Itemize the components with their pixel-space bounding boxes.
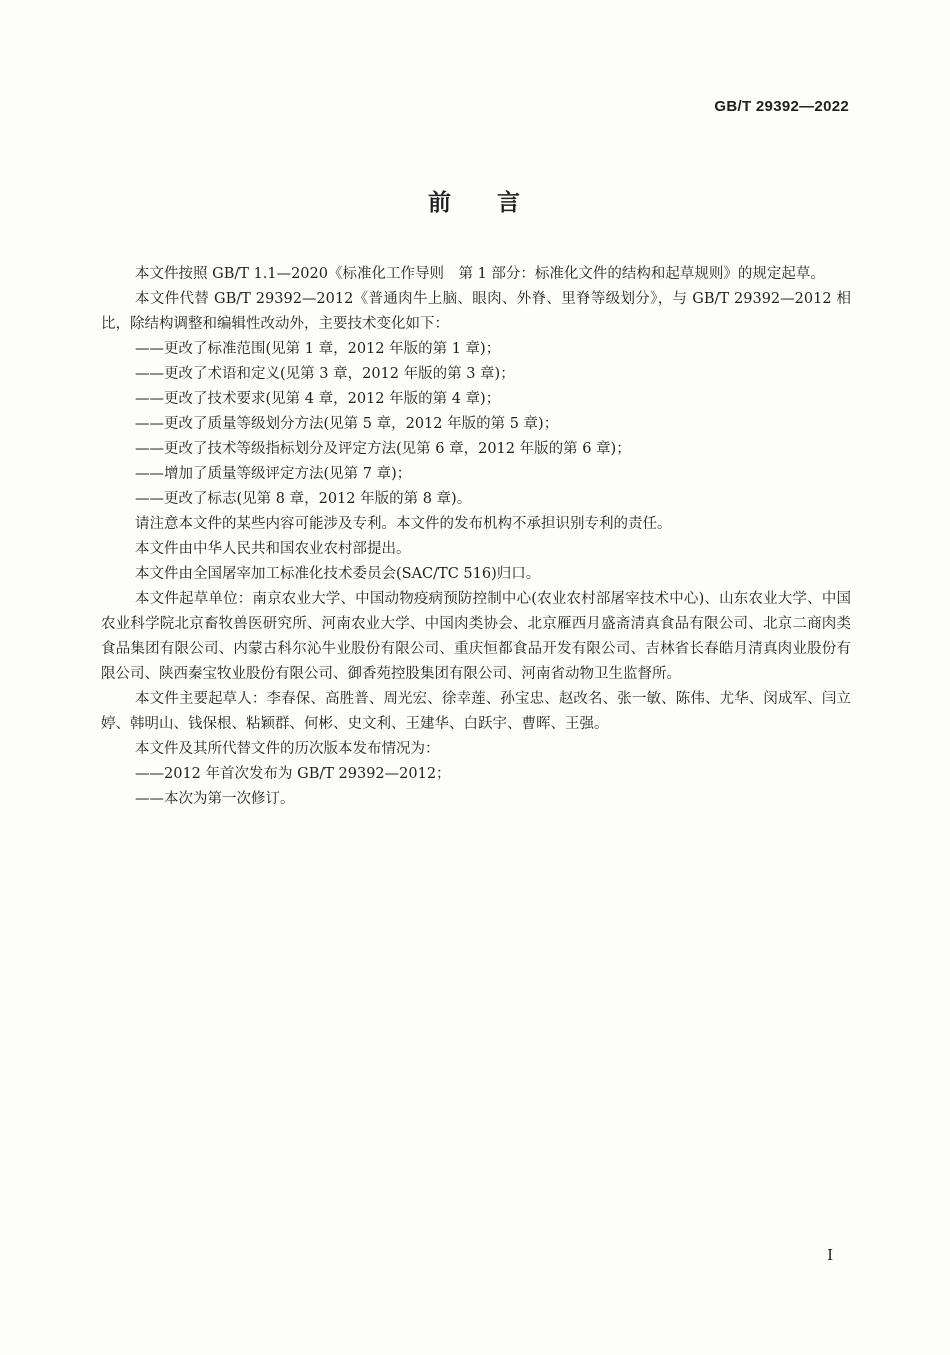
history-item: ——2012 年首次发布为 GB/T 29392—2012；	[135, 766, 451, 782]
change-item: ——更改了技术要求(见第 4 章，2012 年版的第 4 章)；	[135, 391, 501, 407]
title-char-2: 言	[497, 190, 522, 216]
change-item: ——更改了技术等级指标划分及评定方法(见第 6 章，2012 年版的第 6 章)；	[135, 441, 631, 457]
paragraph-version-history: 本文件及其所代替文件的历次版本发布情况为：	[135, 741, 440, 757]
page-number: I	[827, 1246, 833, 1264]
paragraph-replacement: 本文件代替 GB/T 29392—2012《普通肉牛上脑、眼肉、外脊、里脊等级划分》，与 GB/T 29392—2012 相比，除结构调整和编辑性改动外，主要技术变化如下：	[101, 291, 851, 332]
paragraph-basis: 本文件按照 GB/T 1.1—2020《标准化工作导则 第 1 部分：标准化文件的结构和起草规则》的规定起草。	[135, 266, 825, 282]
title-char-1: 前	[428, 190, 453, 216]
foreword-body	[101, 262, 851, 812]
history-item: ——本次为第一次修订。	[135, 791, 295, 807]
page-title	[0, 184, 950, 217]
paragraph-drafting-units: 本文件起草单位：南京农业大学、中国动物疫病预防控制中心(农业农村部屠宰技术中心)、山东农业大学、中国农业科学院北京畜牧兽医研究所、河南农业大学、中国肉类协会、北京雁西月盛斋清真食品有限公司、北京二商肉类食品集团有限公司、内蒙古科尔沁牛业股份有限公司、重庆恒都食品开发有限公司、吉林省长春皓月清真肉业股份有限公司、陕西秦宝牧业股份有限公司、御香苑控股集团有限公司、河南省动物卫生监督所。	[101, 591, 851, 682]
change-item: ——增加了质量等级评定方法(见第 7 章)；	[135, 466, 412, 482]
change-item: ——更改了质量等级划分方法(见第 5 章，2012 年版的第 5 章)；	[135, 416, 559, 432]
change-item: ——更改了术语和定义(见第 3 章，2012 年版的第 3 章)；	[135, 366, 515, 382]
paragraph-drafters: 本文件主要起草人：李春保、高胜普、周光宏、徐幸莲、孙宝忠、赵改名、张一敏、陈伟、尤华、闵成军、闫立婷、韩明山、钱保根、粘颖群、何彬、史文利、王建华、白跃宇、曹晖、王强。	[101, 691, 851, 732]
change-item: ——更改了标准范围(见第 1 章，2012 年版的第 1 章)；	[135, 341, 501, 357]
paragraph-proposer: 本文件由中华人民共和国农业农村部提出。	[135, 541, 411, 557]
document-code: GB/T 29392—2022	[714, 98, 849, 115]
change-item: ——更改了标志(见第 8 章，2012 年版的第 8 章)。	[135, 491, 472, 507]
paragraph-administrator: 本文件由全国屠宰加工标准化技术委员会(SAC/TC 516)归口。	[135, 566, 541, 582]
paragraph-patent-notice: 请注意本文件的某些内容可能涉及专利。本文件的发布机构不承担识别专利的责任。	[135, 516, 672, 532]
